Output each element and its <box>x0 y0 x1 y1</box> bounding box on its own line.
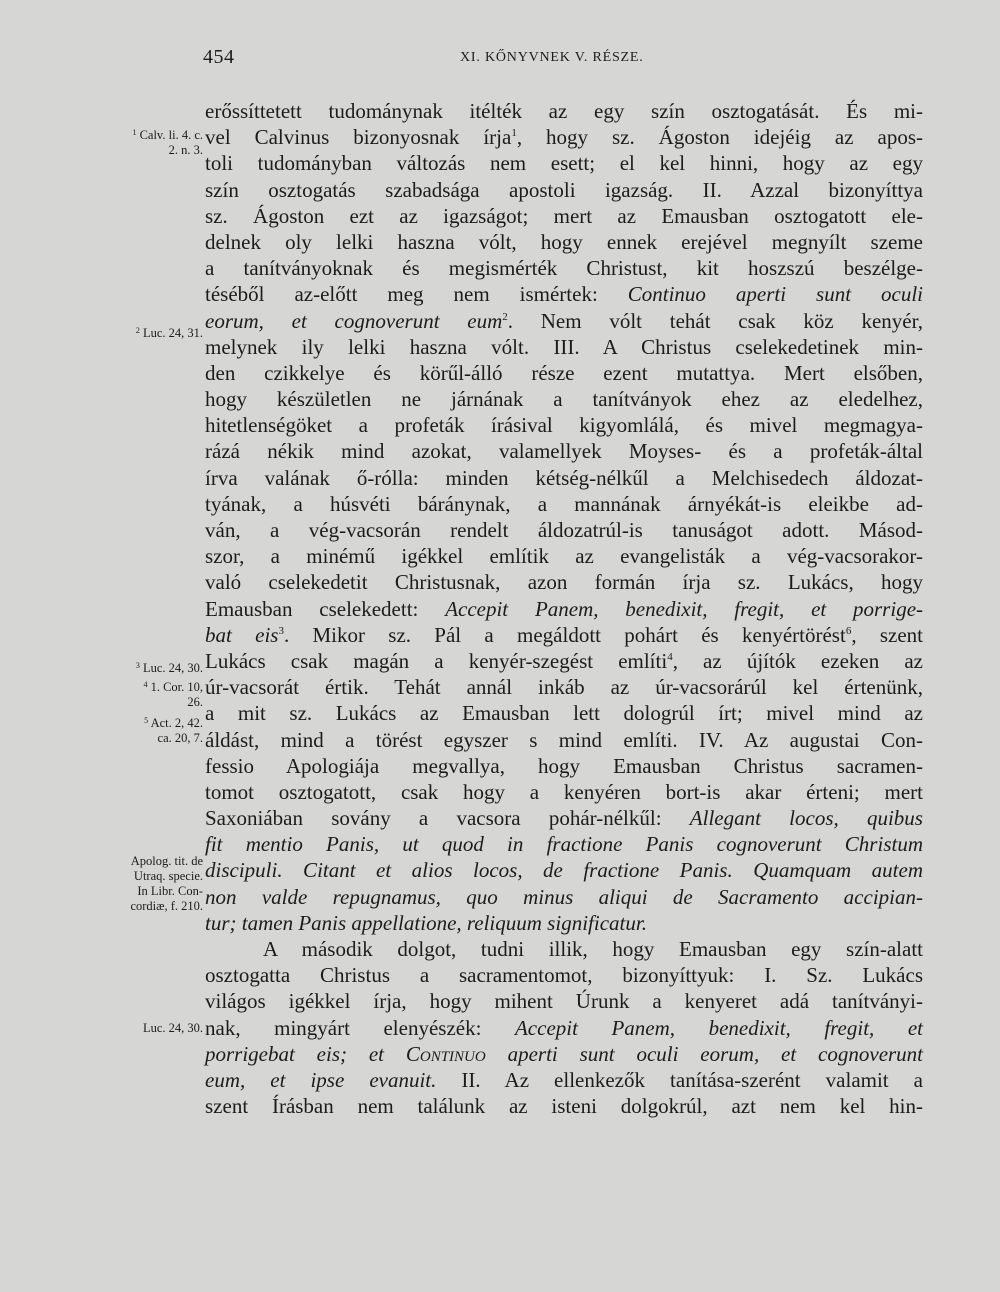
text-line: den czikkelye és körűl-álló része ezent mutattya. Mert elsőben, <box>205 360 923 385</box>
margin-note: $^4$ 1. Cor. 10, 26. <box>143 680 203 709</box>
margin-note: $^1$ Calv. li. 4. c. 2. n. 3. <box>132 128 203 157</box>
text-line: hogy készületlen ne járnának a tanítványok ehez az eledelhez, <box>205 387 923 412</box>
text-line: írva valának ő-rólla: minden kétség-nélkűl a Melchisedech áldozat- <box>205 465 923 490</box>
text-line: bat eis$^3$. Mikor sz. Pál a megáldott pohárt és kenyértörést$^6$, szent <box>205 622 923 647</box>
text-line: eum, et ipse evanuit. II. Az ellenkezők tanítása-szerént valamit a <box>205 1067 923 1092</box>
text-line: szent Írásban nem találunk az isteni dolgokrúl, azt nem kel hin- <box>205 1094 923 1119</box>
text-line: porrigebat eis; et Continuo aperti sunt oculi eorum, et cognoverunt <box>205 1041 924 1066</box>
text-line: áldást, mind a törést egyszer s mind említi. IV. Az augustai Con- <box>205 727 923 752</box>
text-line: a mit sz. Lukács az Emausban lett dologrúl írt; mivel mind az <box>205 701 923 726</box>
page-header <box>0 46 1000 76</box>
text-line: osztogatta Christus a sacramentomot, bizonyíttyuk: I. Sz. Lukács <box>205 963 923 988</box>
text-line: tyának, a húsvéti báránynak, a mannának árnyékát-is eleikbe ad- <box>205 491 923 516</box>
text-line: eorum, et cognoverunt eum$^2$. Nem vólt tehát csak köz kenyér, <box>205 308 923 333</box>
text-line: A második dolgot, tudni illik, hogy Emausban egy szín-alatt <box>263 937 923 961</box>
body-text <box>205 98 923 1119</box>
text-line: delnek oly lelki haszna vólt, hogy ennek erejével megnyílt szeme <box>205 229 923 254</box>
text-line: Lukács csak magán a kenyér-szegést említi$^4$, az újítók ezeken az <box>205 648 923 673</box>
text-line: a tanítványoknak és megismérték Christust, kit hoszszú beszélge- <box>205 256 923 281</box>
text-line: való cselekedetit Christusnak, azon formán írja sz. Lukács, hogy <box>205 570 923 595</box>
page-number: 454 <box>203 46 235 68</box>
text-line: Saxoniában sovány a vacsora pohár-nélkűl: Allegant locos, quibus <box>205 806 923 831</box>
margin-note: $^2$ Luc. 24, 31. <box>135 326 203 340</box>
text-line: tomot osztogatott, csak hogy a kenyéren bort-is akar érteni; mert <box>205 779 923 804</box>
margin-note: Luc. 24, 30. <box>142 1021 203 1035</box>
text-line: toli tudományban változás nem esett; el kel hinni, hogy az egy <box>205 151 923 176</box>
running-title: XI. KŐNYVNEK V. RÉSZE. <box>460 50 644 65</box>
text-line: hitetlenségöket a profeták írásival kigyomlálá, és mivel megmagya- <box>205 413 923 438</box>
text-line: ván, a vég-vacsorán rendelt áldozatrúl-is tanuságot adott. Másod- <box>205 518 923 542</box>
text-line: nak, mingyárt elenyészék: Accepit Panem, benedixit, fregit, et <box>205 1015 923 1040</box>
text-line: non valde repugnamus, quo minus aliqui de Sacramento accipian- <box>205 884 923 909</box>
text-line: úr-vacsorát értik. Tehát annál inkáb az úr-vacsorárúl kel értenünk, <box>205 675 923 700</box>
margin-note: $^5$ Act. 2, 42. ca. 20, 7. <box>144 716 203 745</box>
text-line: szor, a minémű igékkel említik az evangelisták a vég-vacsorakor- <box>205 544 923 569</box>
text-line: Emausban cselekedett: Accepit Panem, benedixit, fregit, et porrige- <box>205 596 924 621</box>
text-line: discipuli. Citant et alios locos, de fractione Panis. Quamquam autem <box>205 858 923 883</box>
margin-note: $^3$ Luc. 24, 30. <box>135 661 203 675</box>
text-line: sz. Ágoston ezt az igazságot; mert az Emausban osztogatott ele- <box>205 203 923 228</box>
text-line: szín osztogatás szabadsága apostoli igazság. II. Azzal bizonyíttya <box>205 177 923 202</box>
text-line: vel Calvinus bizonyosnak írja$^1$, hogy sz. Ágoston idejéig az apos- <box>205 125 923 150</box>
text-line: fessio Apologiája megvallya, hogy Emausban Christus sacramen- <box>205 753 923 778</box>
margin-note: Apolog. tit. de Utraq. specie. In Libr. Con- cordiæ, f. 210. <box>130 854 203 913</box>
text-line: erőssíttetett tudománynak itélték az egy szín osztogatását. És mi- <box>205 99 923 123</box>
text-line: fit mentio Panis, ut quod in fractione Panis cognoverunt Christum <box>205 832 923 857</box>
text-line: melynek ily lelki haszna vólt. III. A Christus cselekedetinek min- <box>205 334 923 359</box>
text-line: rázá nékik mind azokat, valamellyek Moyses- és a profeták-által <box>205 439 923 464</box>
text-line: tur; tamen Panis appellatione, reliquum significatur. <box>205 910 647 935</box>
text-line: téséből az-előtt meg nem ismértek: Continuo aperti sunt oculi <box>205 282 923 307</box>
text-line: világos igékkel írja, hogy mihent Úrunk a kenyeret adá tanítványi- <box>205 989 923 1014</box>
